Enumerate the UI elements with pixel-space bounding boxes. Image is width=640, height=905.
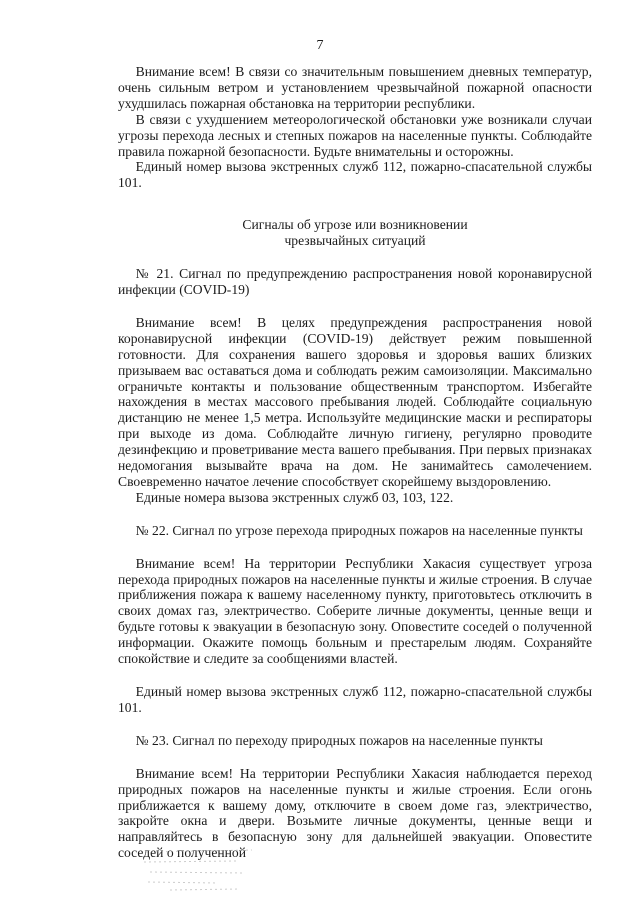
- intro-paragraph-2: В связи с ухудшением метеорологической обстановки уже возникали случаи угрозы перехода лесных и степных пожаров на населенные пункты. Соблюдайте правила пожарной безопасности. Будьте внимательны и осторожны.: [118, 111, 592, 159]
- signal-23-title: № 23. Сигнал по переходу природных пожаров на населенные пункты: [135, 732, 543, 748]
- signal-22-title: № 22. Сигнал по угрозе перехода природных пожаров на населенные пункты: [135, 522, 583, 538]
- document-body: [118, 64, 592, 861]
- page-number: 7: [316, 38, 324, 53]
- signal-21-title: № 21. Сигнал по предупреждению распространения новой коронавирусной инфекции (COVID-19): [118, 266, 592, 297]
- signal-22-phones: Единый номер вызова экстренных служб 112, пожарно-спасательной службы 101.: [118, 684, 592, 715]
- signal-21-body: Внимание всем! В целях предупреждения распространения новой коронавирусной инфекции (COVID-19) действует режим повышенной готовности. Для сохранения вашего здоровья и здоровья ваших близких призываем вас оставаться дома и соблюдать режим самоизоляции. Максимально ограничьте контакты и пользование общественным транспортом. Избегайте нахождения в местах массового пребывания людей. Соблюдайте социальную дистанцию не менее 1,5 метра. Используйте медицинские маски и респираторы при выходе из дома. Соблюдайте личную гигиену, регулярно проводите дезинфекцию и проветривание места вашего пребывания. При первых признаках недомогания вызывайте врача на дом. Не занимайтесь самолечением. Своевременно начатое лечение способствует скорейшему выздоровлению.: [118, 314, 592, 489]
- signal-21-phones: Единые номера вызова экстренных служб 03, 103, 122.: [135, 489, 454, 505]
- signal-23-body: Внимание всем! На территории Республики Хакасия наблюдается переход природных пожаров на населенные пункты и жилые строения. Если огонь приближается к вашему дому, отключите в своем доме газ, электричество, закройте окна и двери. Возьмите личные документы, ценные вещи и направляйтесь в безопасную зону для дальнейшей эвакуации. Оповестите соседей о полученной: [118, 765, 592, 861]
- section-heading-line-2: чрезвычайных ситуаций: [284, 233, 426, 249]
- signal-22-body: Внимание всем! На территории Республики Хакасия существует угроза перехода природных пожаров на населенные пункты и жилые строения. В случае приближения пожара к вашему населенному пункту, приготовьтесь отключить в своих домах газ, электричество. Соберите личные документы, ценные вещи и будьте готовы к эвакуации в безопасную зону. Оповестите соседей о полученной информации. Окажите помощь больным и престарелым людям. Сохраняйте спокойствие и следите за сообщениями властей.: [118, 555, 592, 667]
- section-heading-line-1: Сигналы об угрозе или возникновении: [242, 217, 468, 233]
- intro-phones: Единый номер вызова экстренных служб 112, пожарно-спасательной службы 101.: [118, 159, 592, 191]
- intro-paragraph-1: Внимание всем! В связи со значительным повышением дневных температур, очень сильным ветром и установлением чрезвычайной пожарной опасности ухудшилась пожарная обстановка на территории республики.: [118, 64, 592, 111]
- faint-stamp-mark: [140, 842, 260, 894]
